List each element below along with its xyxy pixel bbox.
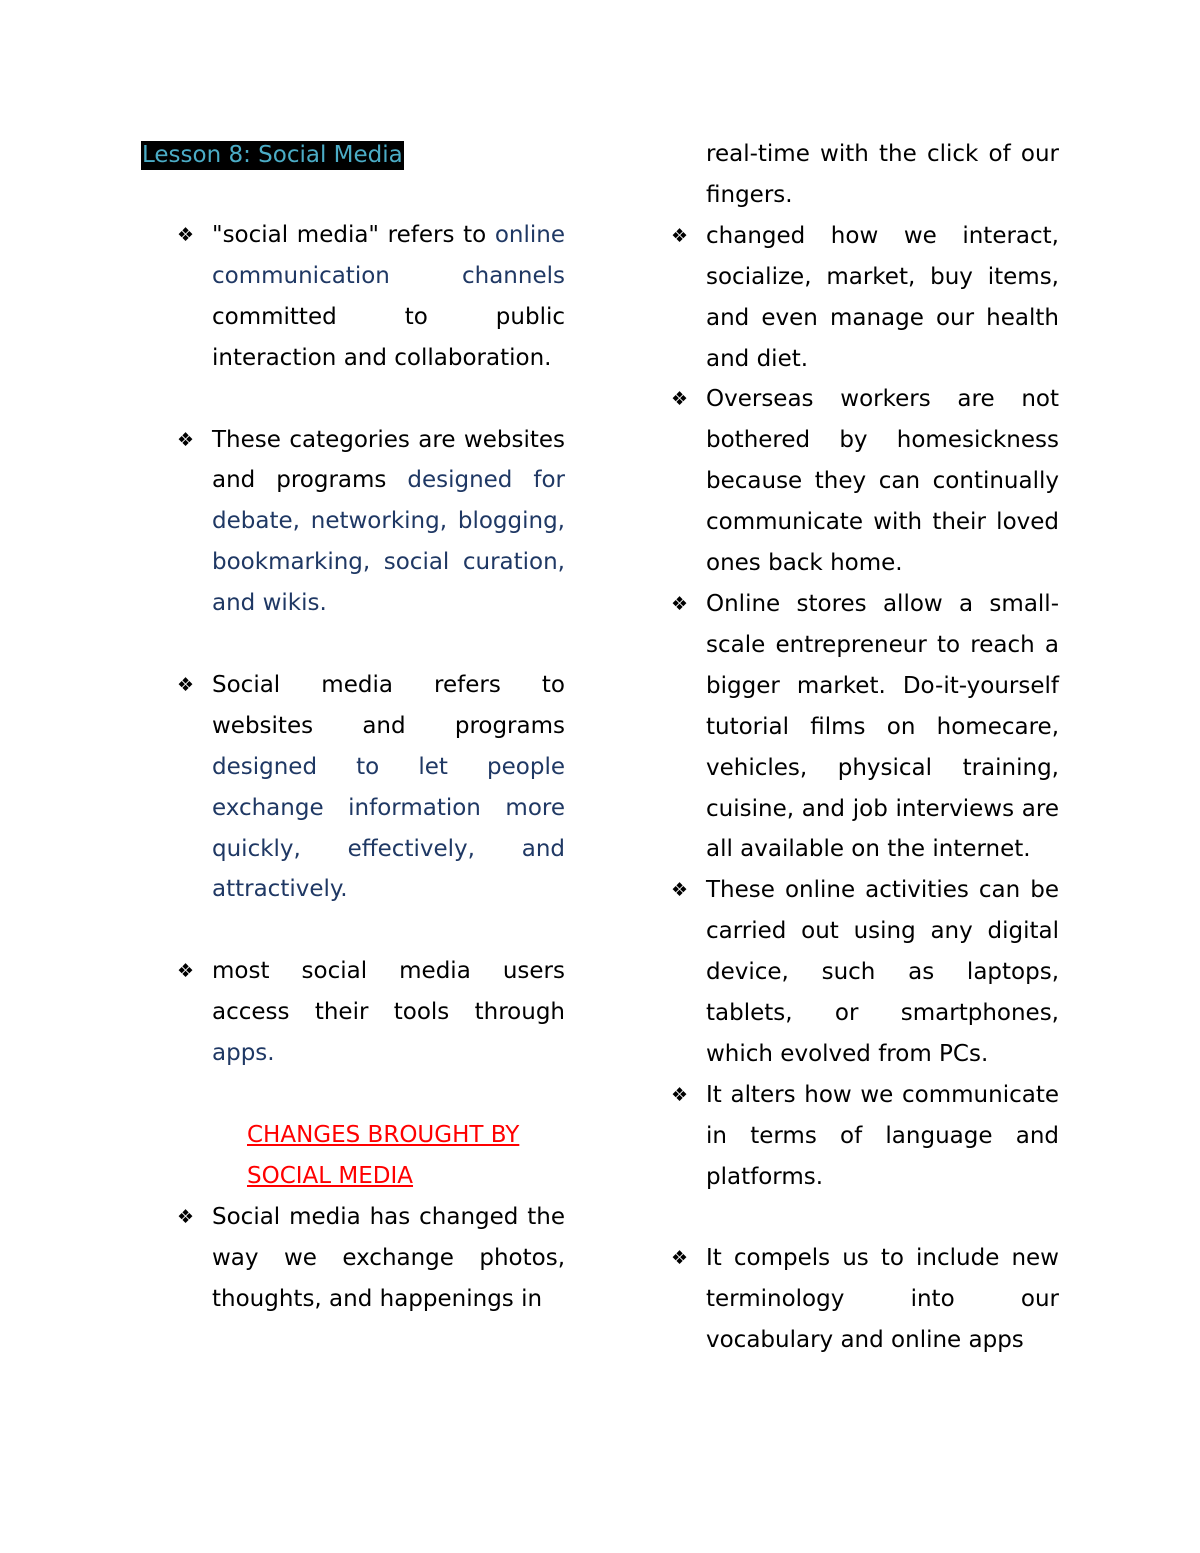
diamond-bullet-icon: ❖ xyxy=(671,1247,689,1270)
emphasis-text: apps. xyxy=(212,1040,275,1067)
bullet-item: ❖ "social media" refers to online communication channels committed to public interaction and collaboration. xyxy=(141,215,565,379)
bullet-item: ❖ These categories are websites and programs designed for debate, networking, blogging, bookmarking, social curation, and wikis. xyxy=(141,420,565,625)
lesson-title: Lesson 8: Social Media xyxy=(142,142,403,168)
bullet-item: ❖ most social media users access their tools through apps. xyxy=(141,951,565,1074)
diamond-bullet-icon: ❖ xyxy=(177,224,195,246)
bullet-item: ❖ Online stores allow a small-scale entrepreneur to reach a bigger market. Do-it-yourself tutorial films on homecare, vehicles, physical training, cuisine, and job interviews are all available on the internet. xyxy=(671,584,1059,870)
bullet-item: ❖ Social media refers to websites and programs designed to let people exchange information more quickly, effectively, and attractively. xyxy=(141,665,565,910)
emphasis-text: designed to let people exchange information more quickly, effectively, and attractively. xyxy=(212,753,565,903)
bullet-item: ❖ These online activities can be carried out using any digital device, such as laptops, tablets, or smartphones, which evolved from PCs. xyxy=(671,870,1059,1075)
diamond-bullet-icon: ❖ xyxy=(177,960,195,983)
right-column xyxy=(671,134,1059,1361)
bullet-item: ❖ Social media has changed the way we exchange photos, thoughts, and happenings in xyxy=(141,1197,565,1320)
section-heading: CHANGES BROUGHT BY SOCIAL MEDIA xyxy=(247,1121,520,1189)
continued-text: real-time with the click of our fingers. xyxy=(706,141,1059,208)
emphasis-text: designed for debate, networking, blogging, bookmarking, social curation, and wikis. xyxy=(212,467,565,617)
diamond-bullet-icon: ❖ xyxy=(671,224,689,247)
bullet-item: ❖ Overseas workers are not bothered by homesickness because they can continually communicate with their loved ones back home. xyxy=(671,379,1059,584)
diamond-bullet-icon: ❖ xyxy=(177,1205,195,1228)
diamond-bullet-icon: ❖ xyxy=(671,879,689,902)
diamond-bullet-icon: ❖ xyxy=(177,428,195,451)
diamond-bullet-icon: ❖ xyxy=(671,592,689,615)
left-column xyxy=(141,134,565,1319)
diamond-bullet-icon: ❖ xyxy=(671,1083,689,1106)
diamond-bullet-icon: ❖ xyxy=(671,388,689,411)
bullet-item: ❖ It alters how we communicate in terms of language and platforms. xyxy=(671,1075,1059,1198)
bullet-item: ❖ changed how we interact, socialize, market, buy items, and even manage our health and diet. xyxy=(671,216,1059,380)
diamond-bullet-icon: ❖ xyxy=(177,673,195,696)
bullet-item: ❖ It compels us to include new terminology into our vocabulary and online apps xyxy=(671,1238,1059,1361)
emphasis-text: online communication channels xyxy=(212,222,565,289)
